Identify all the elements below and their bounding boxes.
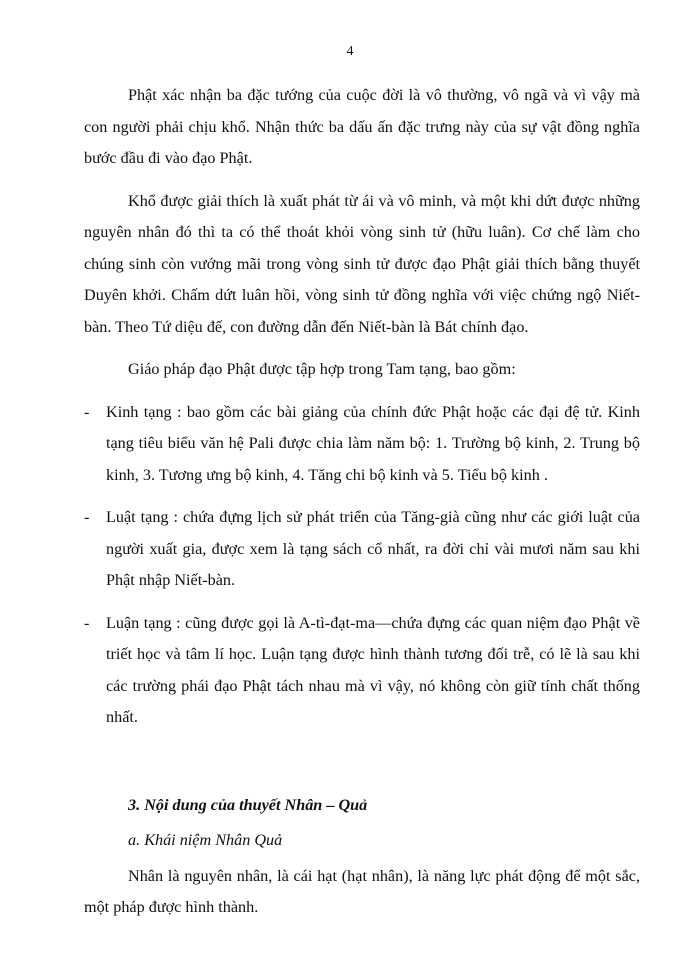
list-dash: - xyxy=(84,402,90,421)
document-body xyxy=(84,80,640,924)
list-item-text: Luận tạng : cũng được gọi là A-tì-đạt-ma—chứa đựng các quan niệm đạo Phật về triết học và tâm lí học. Luận tạng được hình thành tương đối trễ, có lẽ là sau khi các trường phái đạo Phật tách nhau mà vì vậy, nó không còn giữ tính chất thống nhất. xyxy=(106,613,640,726)
paragraph-cause-definition: Nhân là nguyên nhân, là cái hạt (hạt nhân), là năng lực phát động để một sắc, một pháp được hình thành. xyxy=(84,866,640,916)
subsection-heading: a. Khái niệm Nhân Quả xyxy=(128,830,283,849)
list-item-text: Luật tạng : chứa đựng lịch sử phát triển của Tăng-già cũng như các giới luật của người xuất gia, được xem là tạng sách cổ nhất, ra đời chỉ vài mươi năm sau khi Phật nhập Niết-bàn. xyxy=(106,508,640,589)
list-item-text: Kinh tạng : bao gồm các bài giảng của chính đức Phật hoặc các đại đệ tử. Kinh tạng tiêu biểu văn hệ Pali được chia làm năm bộ: 1. Trường bộ kinh, 2. Trung bộ kinh, 3. Tương ưng bộ kinh, 4. Tăng chi bộ kinh và 5. Tiểu bộ kinh . xyxy=(106,402,640,484)
list-dash: - xyxy=(84,508,90,526)
list-item-vinaya xyxy=(84,502,640,597)
list-item-abhidhamma xyxy=(84,608,640,734)
section-heading: 3. Nội dung của thuyết Nhân – Quả xyxy=(128,795,368,814)
paragraph-three-marks: Phật xác nhận ba đặc tướng của cuộc đời là vô thường, vô ngã và vì vậy mà con người phải chịu khổ. Nhận thức ba dấu ấn đặc trưng này của sự vật đồng nghĩa bước đầu đi vào đạo Phật. xyxy=(84,86,640,167)
paragraph-tripitaka-intro: Giáo pháp đạo Phật được tập hợp trong Tam tạng, bao gồm: xyxy=(128,360,516,378)
list-item-sutta xyxy=(84,397,640,492)
paragraph-suffering: Khổ được giải thích là xuất phát từ ái và vô minh, và một khi dứt được những nguyên nhân đó thì ta có thể thoát khỏi vòng sinh tử (hữu luân). Cơ chế làm cho chúng sinh còn vướng mãi trong vòng sinh tử được đạo Phật giải thích bằng thuyết Duyên khởi. Chấm dứt luân hồi, vòng sinh tử đồng nghĩa với việc chứng ngộ Niết-bàn. Theo Tứ diệu đế, con đường dẫn đến Niết-bàn là Bát chính đạo. xyxy=(84,191,640,336)
list-dash: - xyxy=(84,613,90,632)
page-number: 4 xyxy=(346,44,354,59)
